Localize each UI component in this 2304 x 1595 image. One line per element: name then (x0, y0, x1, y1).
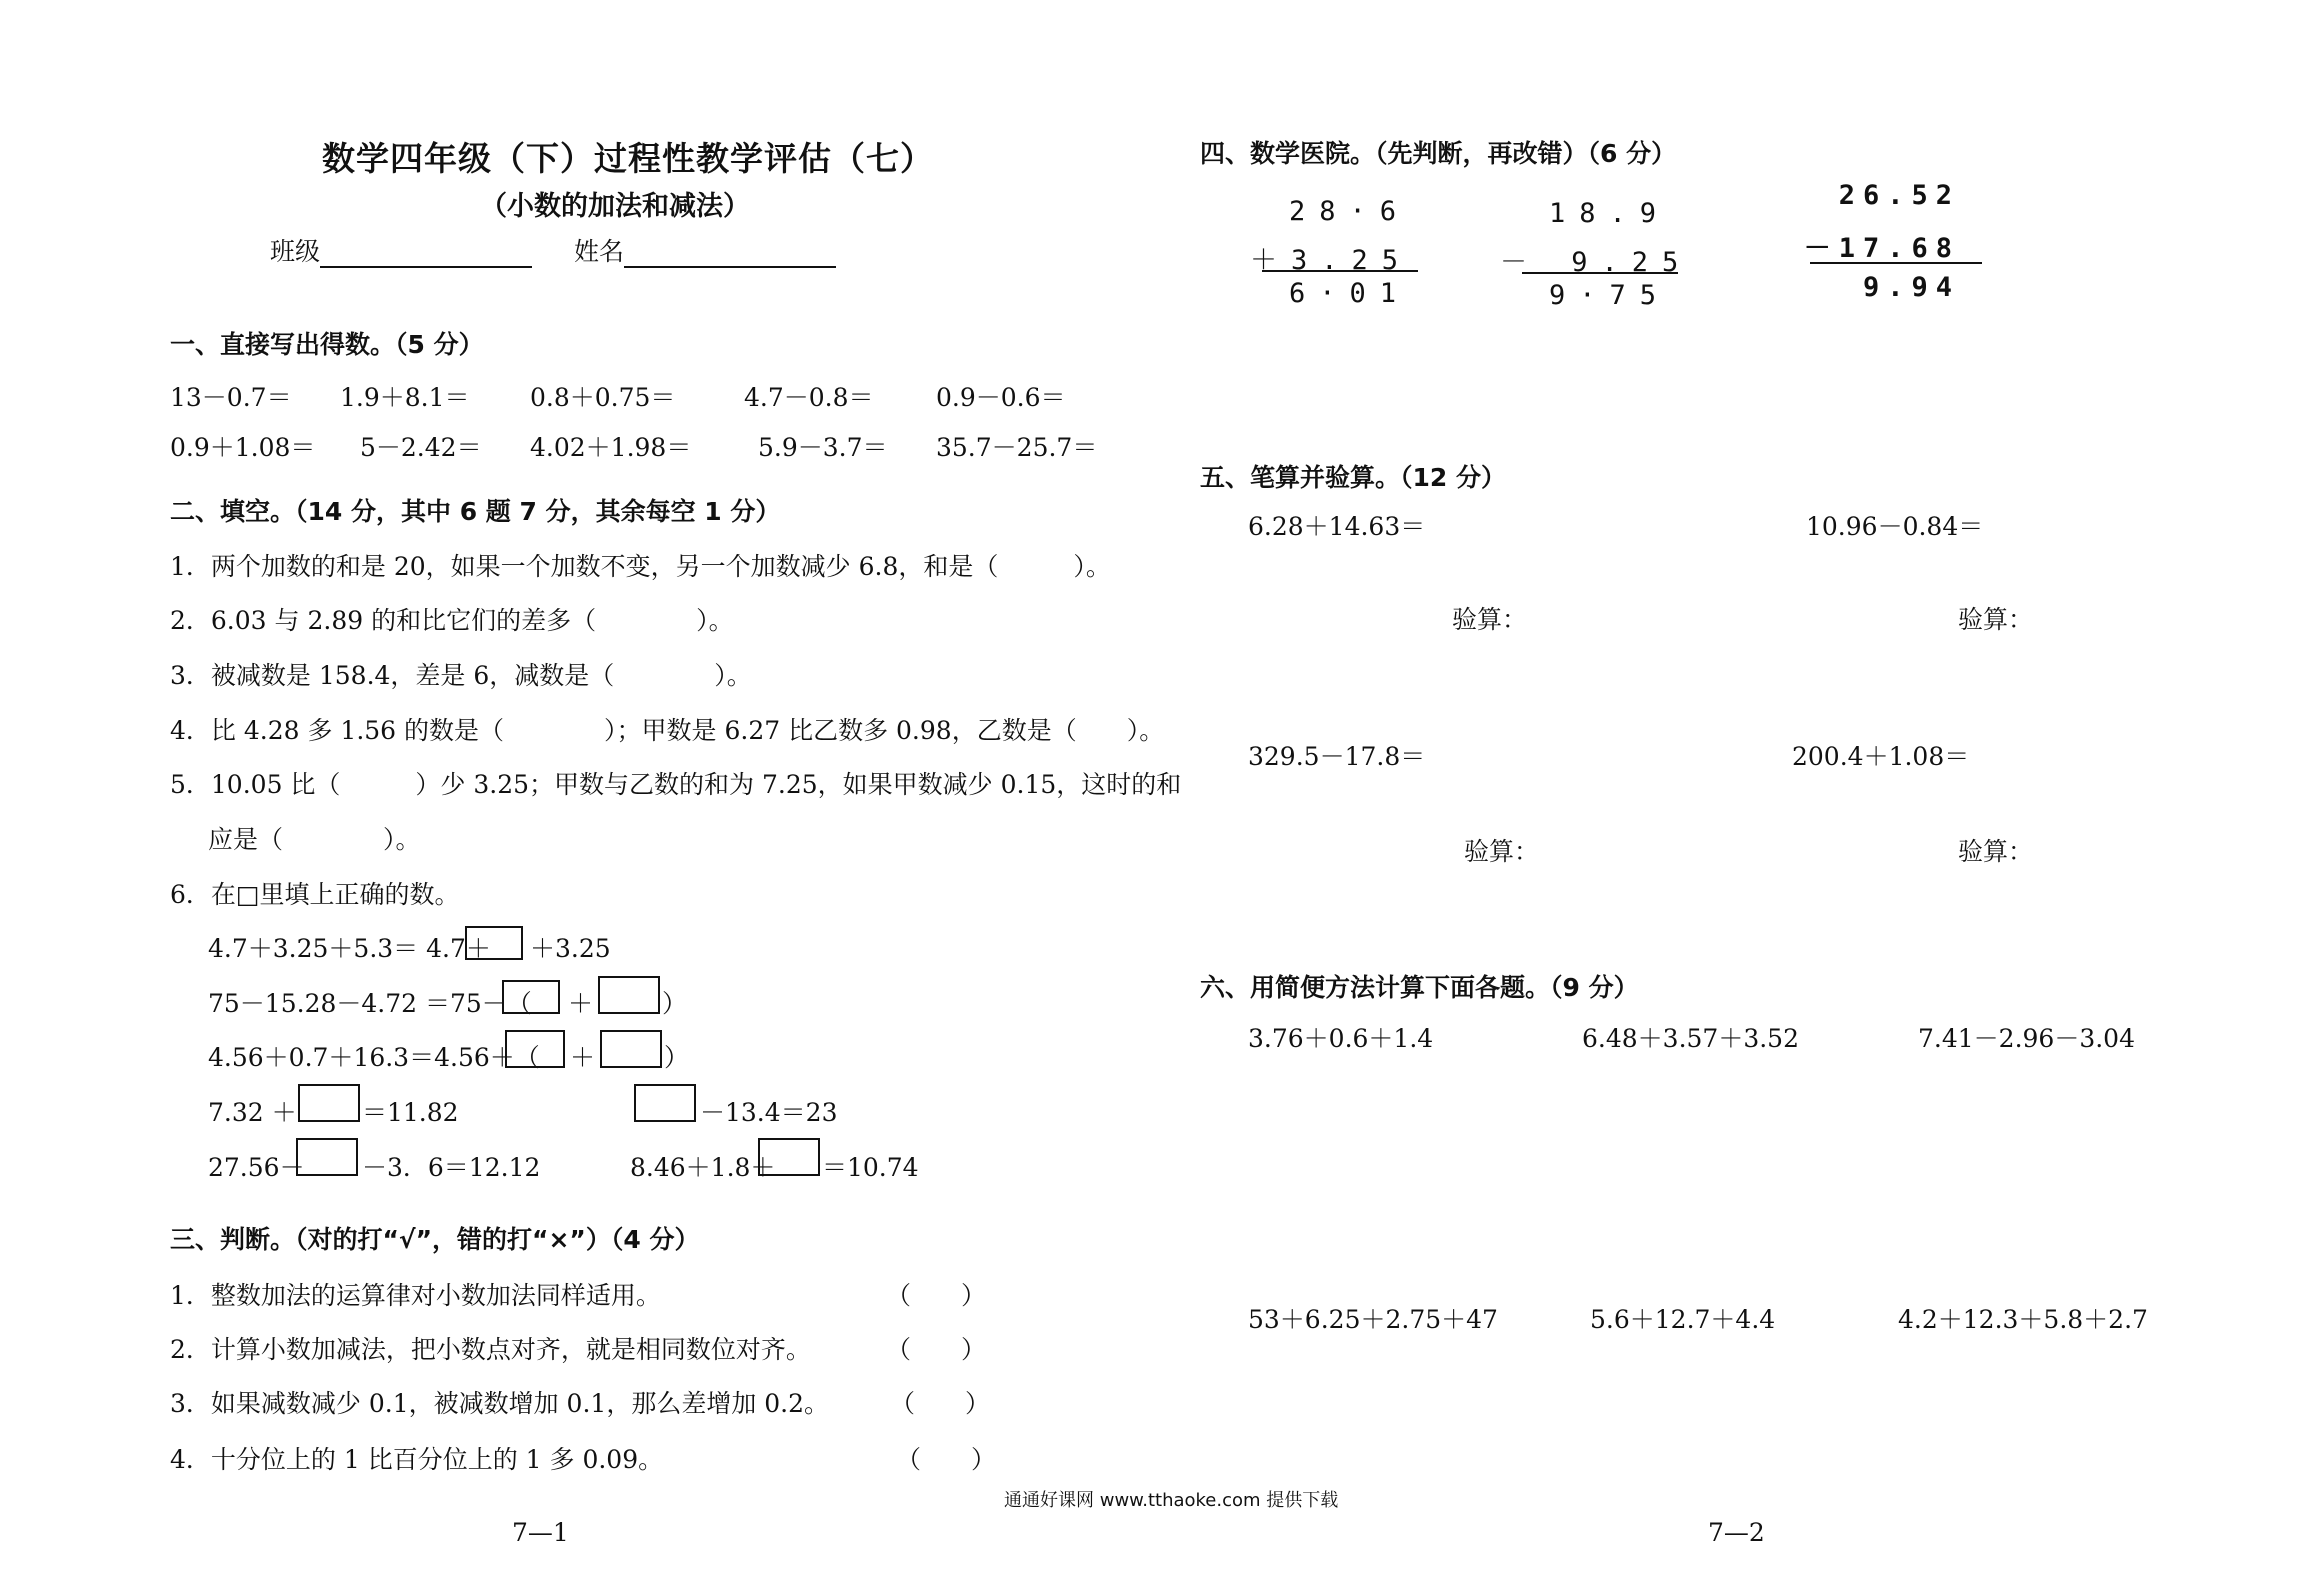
q6-expr-2-plus: ＋ (568, 989, 594, 1018)
judge-item: 2．计算小数加减法，把小数点对齐，就是相同数位对齐。 (170, 1335, 811, 1364)
problem-2-result: 9·75 (1548, 280, 1670, 311)
section-1-heading: 一、直接写出得数。（5 分） (170, 330, 484, 359)
judge-answer[interactable]: （ ） (890, 1389, 991, 1418)
class-label: 班级 (270, 237, 321, 266)
s1-item: 0.8＋0.75＝ (530, 383, 676, 412)
q6-expr-5b: －13.4＝23 (700, 1098, 838, 1127)
problem-1-result: 6·01 (1288, 278, 1410, 309)
s2-question-5: 5．10.05 比（ ）少 3.25；甲数与乙数的和为 7.25，如果甲数减少 0.15，这时的和 (170, 770, 1182, 799)
s6-item: 53＋6.25＋2.75＋47 (1248, 1305, 1498, 1334)
problem-3-top: 26.52 (1838, 180, 1960, 211)
problem-1-operand: ＋3.25 (1250, 245, 1413, 276)
judge-answer[interactable]: （ ） (886, 1281, 987, 1310)
answer-box[interactable] (758, 1138, 820, 1176)
answer-box[interactable] (598, 976, 660, 1014)
name-label: 姓名 (574, 237, 625, 266)
s5-question: 6.28＋14.63＝ (1248, 512, 1426, 541)
s1-item: 5.9－3.7＝ (758, 433, 888, 462)
judge-answer[interactable]: （ ） (896, 1445, 997, 1474)
answer-box[interactable] (298, 1084, 360, 1122)
name-blank[interactable] (624, 238, 836, 268)
page-subtitle: （小数的加法和减法） (480, 191, 750, 222)
q6-expr-7b: ＝10.74 (822, 1153, 919, 1182)
judge-answer[interactable]: （ ） (886, 1335, 987, 1364)
s1-item: 4.02＋1.98＝ (530, 433, 692, 462)
s2-question-3: 3．被减数是 158.4，差是 6，减数是（ ）。 (170, 661, 752, 690)
q6-expr-6b: －3．6＝12.12 (362, 1153, 541, 1182)
s1-item: 4.7－0.8＝ (744, 383, 874, 412)
q6-expr-3-plus: ＋ (570, 1043, 596, 1072)
s2-question-6: 6．在□里填上正确的数。 (170, 880, 460, 909)
q6-expr-7a: 8.46＋1.8＋ (630, 1153, 776, 1182)
s1-item: 1.9＋8.1＝ (340, 383, 470, 412)
answer-box[interactable] (600, 1030, 662, 1068)
q6-expr-2-close: ） (662, 989, 688, 1018)
answer-box[interactable] (296, 1138, 358, 1176)
section-2-heading: 二、填空。（14 分，其中 6 题 7 分，其余每空 1 分） (170, 497, 781, 526)
s6-item: 3.76＋0.6＋1.4 (1248, 1024, 1434, 1053)
s1-item: 13－0.7＝ (170, 383, 292, 412)
problem-2-operand: － 9.25 (1500, 247, 1693, 278)
problem-1-rule (1262, 270, 1418, 272)
q6-expr-3-close: ） (664, 1043, 690, 1072)
problem-2-rule (1522, 272, 1678, 274)
s1-item: 0.9＋1.08＝ (170, 433, 316, 462)
judge-item: 4．十分位上的 1 比百分位上的 1 多 0.09。 (170, 1445, 664, 1474)
s6-item: 4.2＋12.3＋5.8＋2.7 (1898, 1305, 2148, 1334)
answer-box[interactable] (465, 926, 523, 960)
source-footer: 通通好课网 www.tthaoke.com 提供下载 (1004, 1490, 1339, 1511)
q6-expr-4a: 7.32 ＋ (208, 1098, 297, 1127)
problem-3-rule (1810, 262, 1982, 264)
judge-item: 1．整数加法的运算律对小数加法同样适用。 (170, 1281, 661, 1310)
s2-question-5-cont: 应是（ ）。 (208, 825, 421, 854)
s2-question-1: 1．两个加数的和是 20，如果一个加数不变，另一个加数减少 6.8，和是（ ）。 (170, 552, 1111, 581)
check-label: 验算： (1452, 605, 1528, 634)
s5-question: 200.4＋1.08＝ (1792, 742, 1970, 771)
s2-question-4: 4．比 4.28 多 1.56 的数是（ ）；甲数是 6.27 比乙数多 0.98，乙数是（ ）。 (170, 716, 1165, 745)
judge-item: 3．如果减数减少 0.1，被减数增加 0.1，那么差增加 0.2。 (170, 1389, 830, 1418)
q6-expr-1a: 4.7＋3.25＋5.3＝ 4.7＋ (208, 934, 491, 963)
page-number-right: 7—2 (1708, 1518, 1765, 1547)
section-6-heading: 六、用简便方法计算下面各题。（9 分） (1200, 973, 1639, 1002)
q6-expr-2a: 75－15.28－4.72 ＝75－（ (208, 989, 532, 1018)
problem-3-result: 9.94 (1862, 272, 1960, 303)
q6-expr-1b: ＋3.25 (530, 934, 611, 963)
answer-box[interactable] (505, 1030, 565, 1068)
problem-1-top: 28·6 (1288, 196, 1410, 227)
class-field (270, 232, 532, 268)
answer-box[interactable] (502, 980, 560, 1014)
s6-item: 7.41－2.96－3.04 (1918, 1024, 2135, 1053)
class-blank[interactable] (320, 238, 532, 268)
problem-3-operand: －17.68 (1803, 233, 1960, 264)
check-label: 验算： (1464, 837, 1540, 866)
s5-question: 10.96－0.84＝ (1806, 512, 1984, 541)
page-number-left: 7—1 (512, 1518, 569, 1547)
s5-question: 329.5－17.8＝ (1248, 742, 1426, 771)
s2-question-2: 2．6.03 与 2.89 的和比它们的差多（ ）。 (170, 606, 734, 635)
check-label: 验算： (1958, 605, 2034, 634)
q6-expr-6a: 27.56－ (208, 1153, 305, 1182)
section-4-heading: 四、数学医院。（先判断，再改错）（6 分） (1200, 139, 1677, 168)
s1-item: 0.9－0.6＝ (936, 383, 1066, 412)
s1-item: 35.7－25.7＝ (936, 433, 1098, 462)
name-field (574, 232, 836, 268)
q6-expr-3a: 4.56＋0.7＋16.3＝4.56＋（ (208, 1043, 540, 1072)
q6-expr-4b: ＝11.82 (362, 1098, 459, 1127)
section-3-heading: 三、判断。（对的打“√”，错的打“×”）（4 分） (170, 1225, 700, 1254)
s6-item: 6.48＋3.57＋3.52 (1582, 1024, 1799, 1053)
s1-item: 5－2.42＝ (360, 433, 482, 462)
check-label: 验算： (1958, 837, 2034, 866)
problem-2-top: 18.9 (1548, 198, 1670, 229)
s6-item: 5.6＋12.7＋4.4 (1590, 1305, 1776, 1334)
section-5-heading: 五、笔算并验算。（12 分） (1200, 463, 1506, 492)
answer-box[interactable] (634, 1084, 696, 1122)
page-title: 数学四年级（下）过程性教学评估（七） (322, 139, 934, 178)
